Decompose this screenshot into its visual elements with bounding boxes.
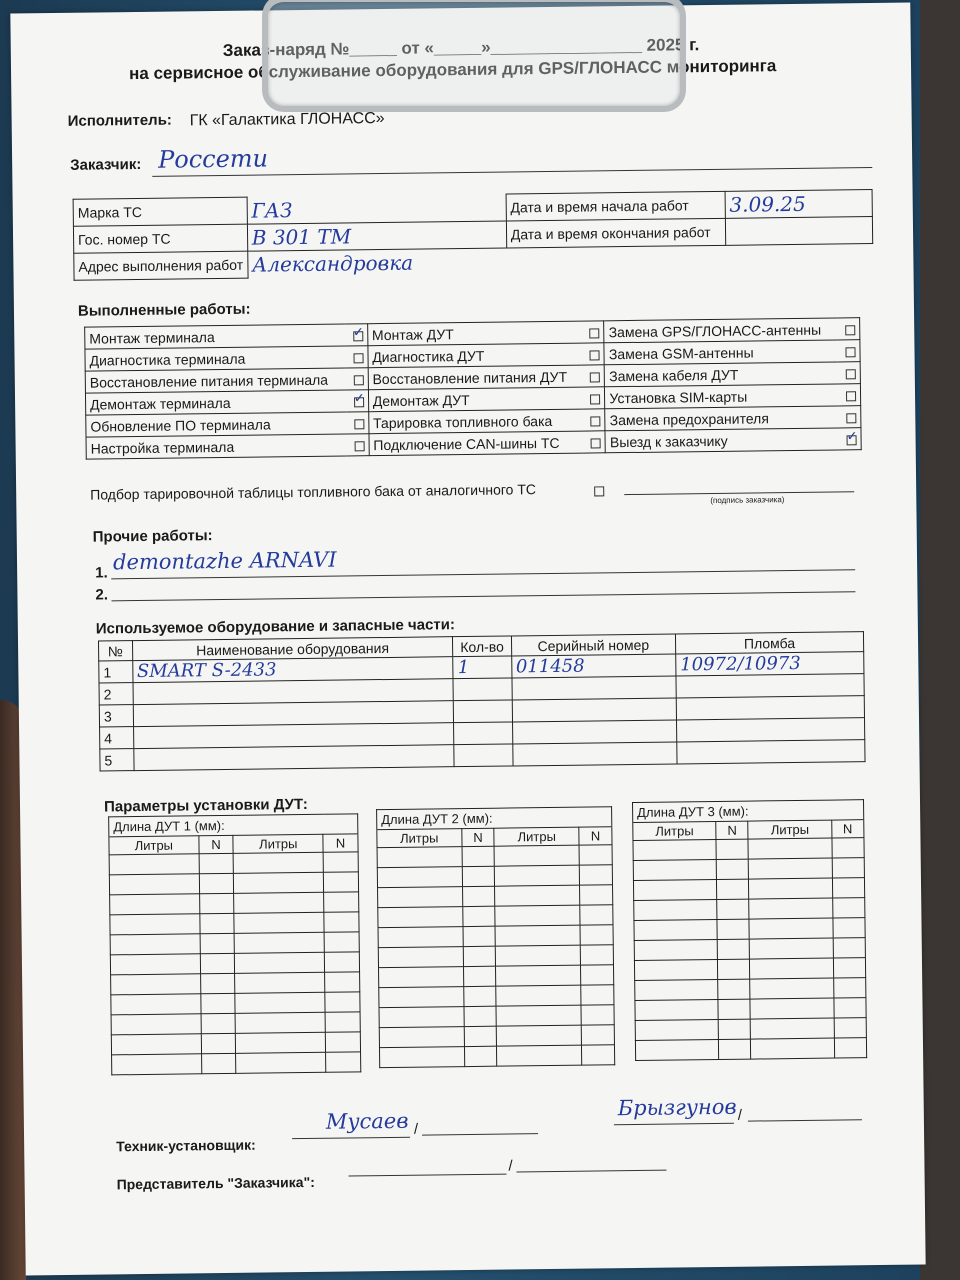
dut-column-header: N — [323, 834, 358, 852]
dut-cell[interactable] — [634, 959, 717, 980]
dut-cell[interactable] — [718, 999, 751, 1019]
end-label: Дата и время окончания работ — [506, 218, 725, 248]
dut-cell[interactable] — [634, 899, 717, 920]
equipment-row-number: 3 — [103, 707, 112, 724]
installer-label: Техник-установщик: — [116, 1136, 256, 1155]
dut-cell[interactable] — [464, 1006, 497, 1026]
dut-cell[interactable] — [201, 1033, 236, 1053]
installer-name-line — [422, 1133, 538, 1135]
dut-table-1 — [108, 813, 361, 1075]
dut-column-header: Литры — [377, 829, 462, 848]
dut-cell[interactable] — [633, 859, 716, 880]
dut-cell[interactable] — [234, 852, 324, 873]
dut-cell[interactable] — [464, 1046, 497, 1066]
dut-cell[interactable] — [633, 839, 716, 860]
vehicle-table — [73, 189, 874, 281]
installer-sign-line — [292, 1137, 410, 1139]
dut-table-title: Длина ДУТ 1 (мм): — [109, 814, 358, 837]
dut-column-header: Литры — [233, 834, 323, 853]
equipment-column-header: Серийный номер — [511, 634, 676, 656]
dut-title: Параметры установки ДУТ: — [103, 795, 308, 816]
equipment-column-header: № — [98, 641, 132, 661]
dut-cell[interactable] — [377, 867, 462, 888]
dut-cell[interactable] — [201, 1013, 236, 1033]
address-value: Александровка — [251, 250, 414, 277]
dut-cell[interactable] — [716, 859, 749, 879]
equipment-row-number: 5 — [104, 751, 113, 768]
dut-column-header: Литры — [748, 820, 831, 839]
tariff-checkbox[interactable] — [594, 486, 604, 496]
dut-cell[interactable] — [462, 906, 495, 926]
work-item-label: Монтаж ДУТ — [367, 321, 581, 346]
dut-cell[interactable] — [199, 893, 234, 913]
rep-name-line — [517, 1170, 667, 1173]
dut-cell[interactable] — [377, 847, 462, 868]
work-item-checkbox[interactable] — [846, 369, 856, 379]
tariff-signature-line — [624, 491, 854, 495]
dut-cell[interactable] — [462, 866, 495, 886]
dut-cell[interactable] — [324, 952, 359, 972]
dut-cell[interactable] — [496, 965, 581, 986]
order-subtitle: на сервисное обслуживание оборудования для GPS/ГЛОНАСС мониторинга — [128, 56, 777, 84]
dut-cell[interactable] — [635, 1039, 718, 1060]
dut-cell[interactable] — [236, 1012, 326, 1033]
dut-cell[interactable] — [235, 952, 325, 973]
equipment-cell: 1 — [457, 656, 470, 679]
other-work-num-2: 2. — [95, 586, 109, 604]
dut-cell[interactable] — [497, 1025, 582, 1046]
dut-cell[interactable] — [109, 874, 199, 895]
work-item-label: Замена предохранителя — [605, 406, 838, 431]
dut-cell[interactable] — [749, 878, 832, 899]
dut-cell[interactable] — [462, 846, 495, 866]
dut-cell[interactable] — [379, 1047, 464, 1068]
dut-cell[interactable] — [199, 913, 234, 933]
dut-cell[interactable] — [750, 998, 833, 1019]
dut-cell[interactable] — [111, 974, 201, 995]
work-item-label: Монтаж терминала — [85, 324, 345, 349]
work-item-checkbox[interactable] — [590, 394, 600, 404]
dut-cell[interactable] — [462, 886, 495, 906]
work-item-checkbox[interactable] — [845, 347, 855, 357]
second-sign-line — [614, 1123, 734, 1125]
dut-cell[interactable] — [750, 978, 833, 999]
dut-column-header: Литры — [494, 827, 579, 846]
installer-second-signature: Брызгунов — [617, 1094, 737, 1121]
executor-label: Исполнитель: — [67, 111, 172, 130]
dut-cell[interactable] — [379, 987, 464, 1008]
dut-cell[interactable] — [379, 1007, 464, 1028]
dut-cell[interactable] — [463, 966, 496, 986]
dut-cell[interactable] — [324, 892, 359, 912]
dut-cell[interactable] — [716, 839, 749, 859]
address-label: Адрес выполнения работ — [74, 251, 248, 280]
dut-cell[interactable] — [749, 898, 832, 919]
customer-value: Россети — [157, 144, 269, 174]
dut-column-header: N — [461, 828, 494, 846]
dut-cell[interactable] — [635, 1019, 718, 1040]
dut-cell[interactable] — [495, 845, 580, 866]
other-works-title: Прочие работы: — [92, 527, 213, 546]
dut-cell[interactable] — [580, 945, 613, 965]
dut-cell[interactable] — [495, 865, 580, 886]
dut-cell[interactable] — [200, 973, 235, 993]
rep-sign-line — [349, 1174, 507, 1177]
dut-cell[interactable] — [236, 1032, 326, 1053]
dut-cell[interactable] — [719, 1039, 752, 1059]
dut-cell[interactable] — [751, 1038, 834, 1059]
dut-column-header: N — [199, 835, 234, 853]
other-work-line-2 — [112, 591, 856, 601]
dut-column-header: Литры — [633, 821, 716, 840]
dut-cell[interactable] — [110, 894, 200, 915]
equipment-column-header: Пломба — [675, 632, 863, 654]
equipment-column-header: Кол-во — [453, 636, 511, 657]
end-value — [725, 217, 873, 246]
executor-value: ГК «Галактика ГЛОНАСС» — [189, 109, 385, 130]
work-item-label: Тарировка топливного бака — [368, 409, 582, 434]
dut-cell[interactable] — [834, 998, 867, 1018]
dut-cell[interactable] — [834, 1038, 867, 1058]
dut-cell[interactable] — [323, 872, 358, 892]
equipment-row-number: 1 — [103, 663, 112, 680]
dut-cell[interactable] — [200, 953, 235, 973]
work-item-checkbox[interactable] — [846, 413, 856, 423]
dut-cell[interactable] — [750, 958, 833, 979]
order-title: Заказ-наряд №_____ от «_____»________________ 2025 г. — [222, 35, 700, 60]
dut-table-2 — [376, 806, 615, 1068]
dut-cell[interactable] — [109, 854, 199, 875]
dut-cell[interactable] — [496, 945, 581, 966]
work-item-label: Восстановление питания ДУТ — [368, 365, 582, 390]
dut-cell[interactable] — [832, 878, 865, 898]
dut-column-header: Литры — [109, 836, 199, 855]
other-work-num-1: 1. — [95, 564, 108, 582]
dut-cell[interactable] — [111, 1034, 201, 1055]
equipment-cell: 10972/10973 — [680, 652, 801, 676]
dut-cell[interactable] — [717, 939, 750, 959]
work-item-checkbox[interactable] — [353, 353, 363, 363]
dut-cell[interactable] — [378, 947, 463, 968]
dut-cell[interactable] — [235, 932, 325, 953]
dut-cell[interactable] — [579, 865, 612, 885]
dut-cell[interactable] — [324, 932, 359, 952]
dut-cell[interactable] — [236, 1052, 326, 1073]
work-item-checkbox[interactable] — [591, 416, 601, 426]
work-item-checkbox[interactable] — [353, 375, 363, 385]
dut-cell[interactable] — [581, 965, 614, 985]
dut-cell[interactable] — [833, 938, 866, 958]
equipment-title: Используемое оборудование и запасные части: — [95, 616, 456, 638]
dut-cell[interactable] — [235, 972, 325, 993]
dut-cell[interactable] — [718, 959, 751, 979]
dut-cell[interactable] — [634, 919, 717, 940]
dut-column-header: N — [716, 821, 749, 839]
works-title: Выполненные работы: — [77, 300, 251, 320]
tariff-label: Подбор тарировочной таблицы топливного бака от аналогичного ТС — [90, 481, 537, 503]
dut-cell[interactable] — [497, 1045, 582, 1066]
dut-cell[interactable] — [633, 879, 716, 900]
work-item-checkbox[interactable] — [353, 331, 363, 341]
other-work-value-1: demontazhe ARNAVI — [112, 547, 337, 575]
equipment-column-header: Наименование оборудования — [132, 637, 453, 661]
equipment-row-number: 4 — [104, 729, 113, 746]
signature-caption: (подпись заказчика) — [710, 495, 785, 506]
work-item-label: Диагностика ДУТ — [368, 343, 582, 368]
dut-cell[interactable] — [495, 925, 580, 946]
dut-cell[interactable] — [324, 912, 359, 932]
dut-cell[interactable] — [832, 898, 865, 918]
dut-cell[interactable] — [463, 986, 496, 1006]
work-item-checkbox[interactable] — [845, 325, 855, 335]
dut-cell[interactable] — [832, 838, 865, 858]
work-item-label: Восстановление питания терминала — [85, 368, 345, 393]
dut-cell[interactable] — [323, 852, 358, 872]
dut-cell[interactable] — [581, 1005, 614, 1025]
dut-cell[interactable] — [582, 1045, 615, 1065]
dut-cell[interactable] — [463, 926, 496, 946]
dut-cell[interactable] — [748, 838, 831, 859]
customer-rep-label: Представитель "Заказчика": — [116, 1173, 315, 1193]
dut-cell[interactable] — [201, 1053, 236, 1073]
dut-cell[interactable] — [235, 992, 325, 1013]
clipboard-clip — [262, 0, 686, 112]
dut-cell[interactable] — [833, 918, 866, 938]
work-item-checkbox[interactable] — [590, 328, 600, 338]
equipment-row-number: 2 — [103, 685, 112, 702]
dut-cell[interactable] — [749, 918, 832, 939]
works-table — [84, 317, 862, 459]
work-item-checkbox[interactable] — [847, 435, 857, 445]
dut-cell[interactable] — [635, 999, 718, 1020]
dut-cell[interactable] — [580, 885, 613, 905]
dut-cell[interactable] — [234, 912, 324, 933]
plate-label: Гос. номер ТС — [73, 224, 247, 253]
work-item-checkbox[interactable] — [590, 350, 600, 360]
dut-cell[interactable] — [325, 1032, 360, 1052]
work-item-checkbox[interactable] — [846, 391, 856, 401]
work-item-label: Демонтаж ДУТ — [368, 387, 582, 412]
dut-cell[interactable] — [111, 1014, 201, 1035]
work-item-label: Подключение CAN-шины ТС — [369, 431, 583, 456]
dut-cell[interactable] — [580, 925, 613, 945]
plate-value: В 301 ТМ — [251, 224, 352, 250]
work-item-label: Диагностика терминала — [85, 346, 345, 371]
dut-cell[interactable] — [378, 927, 463, 948]
dut-column-header: N — [579, 827, 612, 845]
work-item-label: Настройка терминала — [86, 434, 346, 459]
dut-cell[interactable] — [110, 914, 200, 935]
brand-value: ГАЗ — [251, 197, 293, 223]
dut-table-3 — [632, 799, 867, 1061]
dut-cell[interactable] — [495, 905, 580, 926]
dut-cell[interactable] — [750, 938, 833, 959]
dut-cell[interactable] — [834, 1018, 867, 1038]
dut-column-header: N — [831, 820, 864, 838]
dut-cell[interactable] — [326, 1052, 361, 1072]
dut-cell[interactable] — [111, 994, 201, 1015]
dut-cell[interactable] — [463, 946, 496, 966]
dut-cell[interactable] — [234, 872, 324, 893]
dut-cell[interactable] — [200, 933, 235, 953]
dut-table-title: Длина ДУТ 3 (мм): — [633, 800, 864, 823]
dut-cell[interactable] — [495, 885, 580, 906]
dut-cell[interactable] — [110, 934, 200, 955]
dut-cell[interactable] — [581, 1025, 614, 1045]
work-item-label: Демонтаж терминала — [85, 390, 345, 415]
work-order-sheet: Заказ-наряд №_____ от «_____»________________ 2025 г. на сервисное обслуживание оборудования для GPS/ГЛОНАСС мониторинга Исполнитель: ГК «Галактика ГЛОНАСС» Заказчик: Россети Марка ТС ГАЗ Дата и время начала работ 3.09.25 Гос. номер ТС В 301 ТМ Дата и время окончания работ Адрес выполнения работ Александровка Выполненные работы: Монтаж терминала ✓ Монтаж ДУТ Замена GPS/ГЛОНАСС-антенны Диагностика терминала Диагностика ДУТ Замена GSM-антенны Восстановление питания терминала Восстановление питания ДУТ Замена кабеля ДУТ Демонтаж терминала ✓ Демонтаж ДУТ Установка SIM-карты Обновление ПО терминала Тарировка топливного бака Замена предохранителя Настройка терминала Подключение CAN-шины ТС Выезд к заказчику ✓ Подбор тарировочной таблицы топливного бака от аналогичного ТС (подпись заказчика) Прочие работы: 1. demontazhe ARNAVI 2. Используемое оборудование и запасные части: № Наименование оборудования Кол-во Серийный номер Пломба 1 SMART S-2433 1 011458 10972/10973 2 3 4 5 Параметры установки ДУТ: Длина ДУТ 1 (мм): Литры N Литры N Длина ДУТ 2 (мм): Литры N Литры N Длина ДУТ 3 (мм): Литры N Литры N Техник-установщик: Мусаев / Брызгунов / Представитель "Заказчика": / — [10, 3, 925, 1276]
start-label: Дата и время начала работ — [506, 191, 725, 221]
work-item-label: Обновление ПО терминала — [86, 412, 346, 437]
equipment-cell: 011458 — [515, 655, 585, 678]
work-item-label: Замена GPS/ГЛОНАСС-антенны — [604, 318, 837, 343]
work-item-label: Замена GSM-антенны — [604, 340, 837, 365]
dut-cell[interactable] — [832, 858, 865, 878]
installer-signature: Мусаев — [325, 1108, 409, 1134]
dut-cell[interactable] — [464, 1026, 497, 1046]
work-item-label: Установка SIM-карты — [605, 384, 838, 409]
dut-table-title: Длина ДУТ 2 (мм): — [377, 807, 612, 830]
dut-cell[interactable] — [718, 979, 751, 999]
customer-label: Заказчик: — [70, 155, 142, 174]
dut-cell[interactable] — [325, 992, 360, 1012]
dut-cell[interactable] — [833, 958, 866, 978]
dut-cell[interactable] — [112, 1054, 202, 1075]
dut-cell[interactable] — [717, 899, 750, 919]
dut-cell[interactable] — [200, 993, 235, 1013]
dut-cell[interactable] — [379, 1027, 464, 1048]
work-item-checkbox[interactable] — [354, 441, 364, 451]
dut-cell[interactable] — [580, 905, 613, 925]
dut-cell[interactable] — [199, 853, 234, 873]
dut-cell[interactable] — [634, 939, 717, 960]
dut-cell[interactable] — [234, 892, 324, 913]
work-item-label: Замена кабеля ДУТ — [605, 362, 838, 387]
second-name-line — [748, 1119, 862, 1121]
dut-cell[interactable] — [751, 1018, 834, 1039]
background-surface — [920, 0, 960, 1280]
dut-cell[interactable] — [378, 887, 463, 908]
work-item-checkbox[interactable] — [354, 397, 364, 407]
work-item-checkbox[interactable] — [590, 372, 600, 382]
work-item-checkbox[interactable] — [591, 438, 601, 448]
dut-cell[interactable] — [379, 967, 464, 988]
brand-label: Марка ТС — [73, 197, 247, 226]
equipment-cell: SMART S-2433 — [136, 659, 277, 683]
dut-cell[interactable] — [833, 978, 866, 998]
dut-cell[interactable] — [325, 972, 360, 992]
dut-cell[interactable] — [496, 985, 581, 1006]
dut-cell[interactable] — [717, 879, 750, 899]
dut-cell[interactable] — [496, 1005, 581, 1026]
dut-cell[interactable] — [717, 919, 750, 939]
dut-cell[interactable] — [749, 858, 832, 879]
dut-cell[interactable] — [110, 954, 200, 975]
equipment-table — [98, 631, 866, 771]
dut-cell[interactable] — [718, 1019, 751, 1039]
dut-cell[interactable] — [378, 907, 463, 928]
dut-cell[interactable] — [199, 873, 234, 893]
work-item-label: Выезд к заказчику — [605, 428, 838, 453]
dut-cell[interactable] — [635, 979, 718, 1000]
dut-cell[interactable] — [325, 1012, 360, 1032]
work-item-checkbox[interactable] — [354, 419, 364, 429]
dut-cell[interactable] — [579, 845, 612, 865]
dut-cell[interactable] — [581, 985, 614, 1005]
start-value: 3.09.25 — [729, 191, 806, 217]
